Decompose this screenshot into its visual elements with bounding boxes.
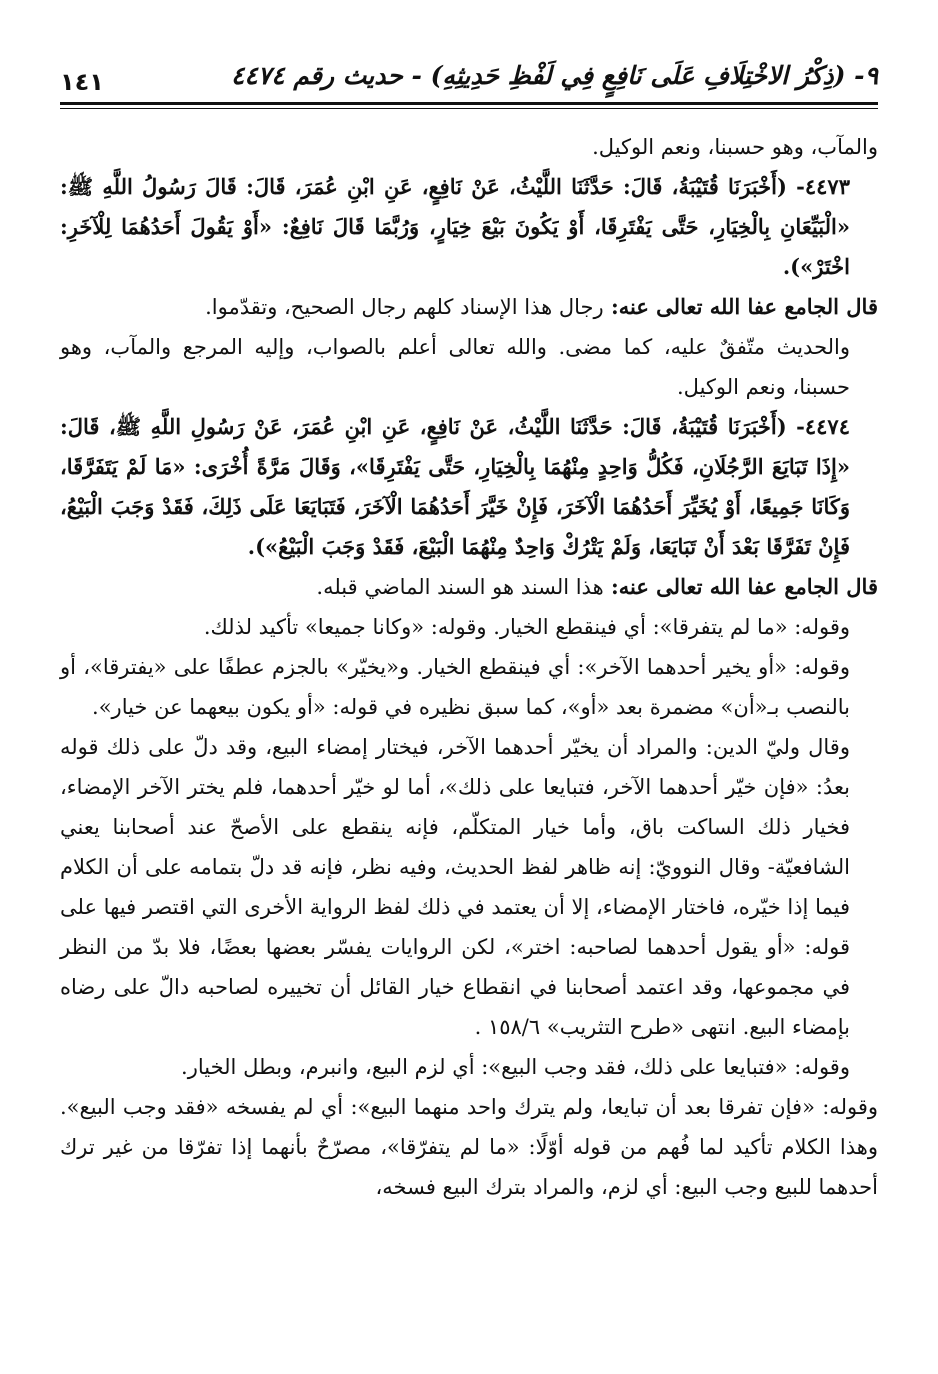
hadith-4474: [60, 407, 878, 567]
paragraph-9: [60, 1047, 878, 1087]
hadith-4473: [60, 167, 878, 287]
paragraph-text: ٤٤٧٤- (أَخْبَرَنَا قُتَيْبَةُ، قَالَ: حَدَّثَنَا اللَّيْثُ، عَنْ نَافِعٍ، عَنِ ابْنِ عُمَرَ، عَنْ رَسُولِ اللَّهِ ﷺ، قَالَ: «إِذَا تَبَايَعَ الرَّجُلَانِ، فَكُلُّ وَاحِدٍ مِنْهُمَا بِالْخِيَارِ، حَتَّى يَفْتَرِقَا»، وَقَالَ مَرَّةً أُخْرَى: «مَا لَمْ يَتَفَرَّقَا، وَكَانَا جَمِيعًا، أَوْ يُخَيِّرَ أَحَدُهُمَا الْآخَرَ، فَإِنْ خَيَّرَ أَحَدُهُمَا الْآخَرَ، فَتَبَايَعَا عَلَى ذَلِكَ، فَقَدْ وَجَبَ الْبَيْعُ، فَإِنْ تَفَرَّقَا بَعْدَ أَنْ تَبَايَعَا، وَلَمْ يَتْرُكْ وَاحِدٌ مِنْهُمَا الْبَيْعَ، فَقَدْ وَجَبَ الْبَيْعُ»).: [60, 414, 850, 559]
paragraph-text: وقوله: «أو يخير أحدهما الآخر»: أي فينقطع الخيار. و«يخيّر» بالجزم عطفًا على «يفترقا»، أو بالنصب بـ«أن» مضمرة بعد «أو»، كما سبق نظيره في قوله: «أو يكون بيعهما عن خيار».: [60, 655, 850, 719]
paragraph-2: [60, 287, 878, 327]
jami-label: قال الجامع عفا الله تعالى عنه:: [603, 574, 878, 599]
paragraph-10: [60, 1087, 878, 1207]
paragraph-7: [60, 647, 878, 727]
jami-label: قال الجامع عفا الله تعالى عنه:: [603, 294, 878, 319]
paragraph-0: [60, 127, 878, 167]
paragraph-text: هذا السند هو السند الماضي قبله.: [316, 575, 604, 599]
paragraph-text: وقوله: «فإن تفرقا بعد أن تبايعا، ولم يترك واحد منهما البيع»: أي لم يفسخه «فقد وجب البيع». وهذا الكلام تأكيد لما فُهم من قوله أوّلًا: «ما لم يتفرّقا»، مصرّحٌ بأنهما إذا تفرّقا من غير ترك أحدهما للبيع وجب البيع: أي لزم، والمراد بترك البيع فسخه،: [60, 1095, 878, 1199]
paragraph-text: وقوله: «ما لم يتفرقا»: أي فينقطع الخيار. وقوله: «وكانا جميعا» تأكيد لذلك.: [203, 615, 850, 639]
header-rule-thick: [60, 102, 878, 105]
paragraph-8: [60, 727, 878, 1047]
paragraph-text: رجال هذا الإسناد كلهم رجال الصحيح، وتقدّموا.: [205, 295, 604, 319]
header-rule: [60, 102, 878, 109]
paragraph-text: وقال وليّ الدين: والمراد أن يخيّر أحدهما الآخر، فيختار إمضاء البيع، وقد دلّ على ذلك قوله بعدُ: «فإن خيّر أحدهما الآخر، فتبايعا على ذلك»، أما لو خيّر أحدهما، فلم يختر الآخر الإمضاء، فخيار ذلك الساكت باق، وأما خيار المتكلّم، فإنه ينقطع على الأصحّ عند أصحابنا يعني الشافعيّة- وقال النوويّ: إنه ظاهر لفظ الحديث، وفيه نظر، فإنه قد دلّ بتمامه على أن الكلام فيما إذا خيّره، فاختار الإمضاء، إلا أن يعتمد في ذلك لفظ الرواية الأخرى التي اقتصر فيها على قوله: «أو يقول أحدهما لصاحبه: اختر»، لكن الروايات يفسّر بعضها بعضًا، فلا بدّ من النظر في مجموعها، وقد اعتمد أصحابنا في انقطاع خيار القائل أن تخييره لصاحبه دالّ على رضاه بإمضاء البيع. انتهى «طرح التثريب» ١٥٨/٦ .: [60, 735, 850, 1039]
page-number: ١٤١: [60, 68, 104, 96]
paragraph-3: [60, 327, 878, 407]
paragraph-5: [60, 567, 878, 607]
paragraph-text: وقوله: «فتبايعا على ذلك، فقد وجب البيع»: أي لزم البيع، وانبرم، وبطل الخيار.: [181, 1055, 850, 1079]
chapter-title: ٩- (ذِكْرُ الاخْتِلَافِ عَلَى نَافِعٍ فِي لَفْظِ حَدِيثِهِ) - حديث رقم ٤٤٧٤: [230, 61, 878, 90]
page: [60, 40, 878, 1354]
paragraph-6: [60, 607, 878, 647]
header-rule-thin: [60, 108, 878, 109]
paragraph-text: والمآب، وهو حسبنا، ونعم الوكيل.: [592, 135, 878, 159]
body-text: [60, 127, 878, 1207]
paragraph-text: والحديث متّفقٌ عليه، كما مضى. والله تعالى أعلم بالصواب، وإليه المرجع والمآب، وهو حسبنا، ونعم الوكيل.: [60, 335, 850, 399]
paragraph-text: ٤٤٧٣- (أَخْبَرَنَا قُتَيْبَةُ، قَالَ: حَدَّثَنَا اللَّيْثُ، عَنْ نَافِعٍ، عَنِ ابْنِ عُمَرَ، قَالَ: قَالَ رَسُولُ اللَّهِ ﷺ: «الْبَيِّعَانِ بِالْخِيَارِ، حَتَّى يَفْتَرِقَا، أَوْ يَكُونَ بَيْعَ خِيَارٍ، وَرُبَّمَا قَالَ نَافِعٌ: «أَوْ يَقُولَ أَحَدُهُمَا لِلْآخَرِ: اخْتَرْ»).: [60, 174, 850, 279]
page-header: [60, 40, 878, 100]
